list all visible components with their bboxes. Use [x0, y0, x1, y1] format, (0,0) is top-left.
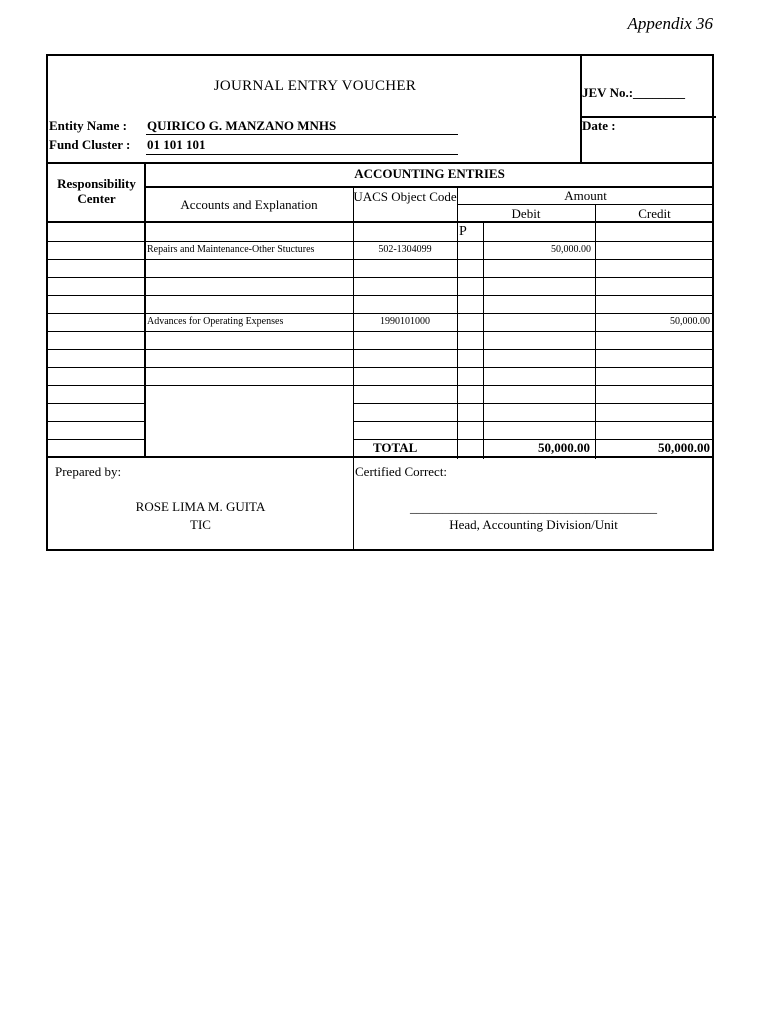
fund-cluster-value: 01 101 101 [147, 137, 206, 152]
certified-correct-label: Certified Correct: [355, 464, 448, 479]
row-line [48, 439, 145, 440]
total-bottom-border [48, 456, 714, 458]
prepared-by-label: Prepared by: [55, 464, 122, 479]
appendix-label: Appendix 36 [627, 14, 713, 33]
col-line-peso [483, 222, 484, 459]
accounts-explanation-header: Accounts and Explanation [180, 197, 318, 212]
debit-header: Debit [511, 206, 541, 221]
certified-signature-line: ______________________________________ [410, 500, 657, 515]
entity-name-label: Entity Name : [49, 118, 127, 133]
accounting-entries-header: ACCOUNTING ENTRIES [354, 166, 505, 181]
uacs-code-header: UACS Object Code [353, 189, 457, 204]
date-label: Date : [582, 118, 616, 133]
col-line-responsibility [144, 162, 146, 457]
journal-entry-voucher [46, 54, 714, 551]
peso-sign: P [459, 224, 467, 239]
entry-credit: 50,000.00 [670, 316, 710, 327]
jev-number-field[interactable]: ________ [633, 85, 686, 100]
entry-account: Repairs and Maintenance-Other Stuctures [147, 244, 315, 255]
prepared-by-name: ROSE LIMA M. GUITA [135, 499, 266, 514]
fund-cluster-label: Fund Cluster : [49, 137, 131, 152]
row-line [48, 259, 714, 260]
row-line [48, 349, 714, 350]
total-label: TOTAL [373, 440, 418, 455]
row-line [353, 403, 714, 404]
jev-number-label: JEV No.:________ [582, 85, 686, 100]
header-line-1 [145, 186, 714, 188]
prepared-by-title: TIC [190, 517, 211, 532]
row-line [48, 403, 145, 404]
entry-uacs: 1990101000 [380, 316, 430, 327]
header-bottom-border [48, 221, 714, 223]
row-line [48, 367, 714, 368]
responsibility-center-header: Responsibility Center [57, 176, 136, 206]
col-line-uacs [457, 186, 458, 459]
header-line-2 [457, 204, 714, 205]
row-line [48, 385, 714, 386]
voucher-title: JOURNAL ENTRY VOUCHER [213, 78, 417, 94]
entry-debit: 50,000.00 [551, 244, 591, 255]
amount-header: Amount [564, 188, 607, 203]
row-line [48, 331, 714, 332]
row-line [48, 421, 145, 422]
table-top-border [48, 162, 714, 164]
entry-account: Advances for Operating Expenses [147, 316, 284, 327]
total-credit: 50,000.00 [658, 440, 710, 455]
certified-title: Head, Accounting Division/Unit [449, 517, 618, 532]
row-line [353, 421, 714, 422]
entity-underline [146, 134, 458, 135]
row-line [48, 241, 714, 242]
fund-underline [146, 154, 458, 155]
total-debit: 50,000.00 [538, 440, 590, 455]
row-line [48, 295, 714, 296]
row-line [48, 313, 714, 314]
entry-uacs: 502-1304099 [378, 244, 432, 255]
row-line [48, 277, 714, 278]
header-divider [580, 56, 582, 163]
entity-name-value: QUIRICO G. MANZANO MNHS [147, 118, 337, 133]
credit-header: Credit [638, 206, 671, 221]
